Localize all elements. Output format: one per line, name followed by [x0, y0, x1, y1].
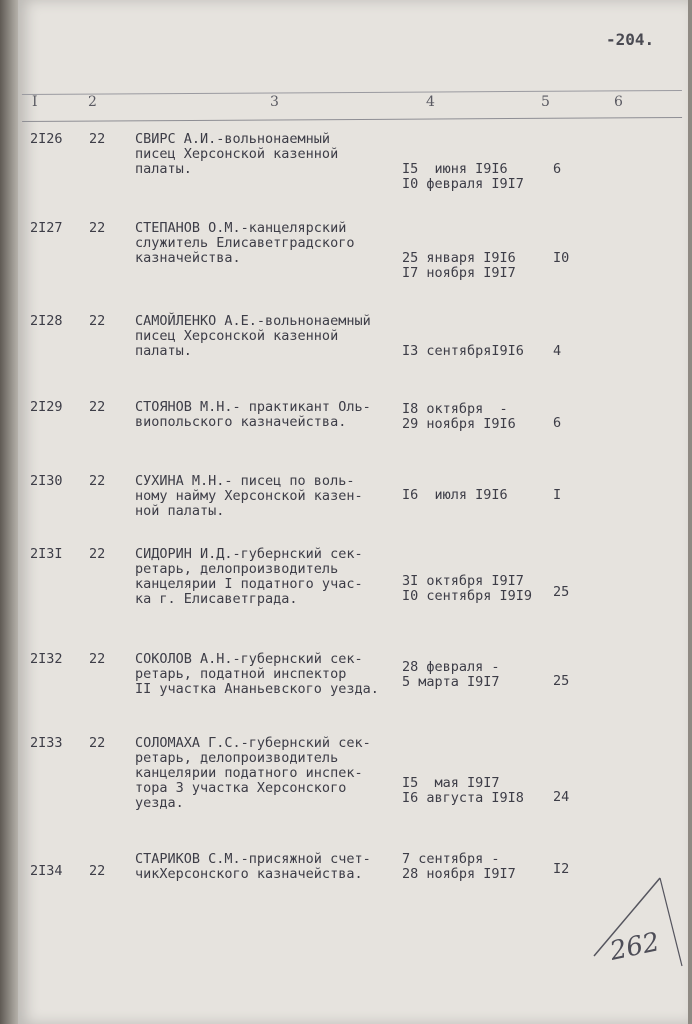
sheet-count: 24 [553, 789, 570, 805]
header-rule [22, 90, 682, 122]
folio-number: 262 [607, 927, 663, 967]
column-header-2: 2 [88, 94, 97, 110]
column-header-1: I [32, 94, 38, 110]
fond-number: 22 [89, 220, 106, 236]
record-number: 2I27 [30, 220, 63, 236]
table-row [18, 652, 688, 738]
table-row [18, 221, 688, 307]
sheet-count: 25 [553, 673, 570, 689]
record-description: СИДОРИН И.Д.-губернский сек- ретарь, делопроизводитель канцелярии I податного учас- ка г. Елисаветграда. [135, 546, 363, 607]
record-dates: I3 сентябряI9I6 [402, 343, 524, 359]
table-row [18, 736, 688, 846]
record-description: СОЛОМАХА Г.С.-губернский сек- ретарь, делопроизводитель канцелярии податного инспек- тора 3 участка Херсонского уезда. [135, 735, 371, 811]
fond-number: 22 [89, 131, 106, 147]
fond-number: 22 [89, 399, 106, 415]
archive-page [18, 0, 688, 1024]
record-number: 2I26 [30, 131, 63, 147]
fond-number: 22 [89, 546, 106, 562]
record-dates: 3I октября I9I7 I0 сентября I9I9 [402, 573, 533, 604]
record-number: 2I3I [30, 546, 63, 562]
book-binding [0, 0, 20, 1024]
table-row [18, 132, 688, 218]
record-description: СТОЯНОВ М.Н.- практикант Оль- виопольского казначейства. [135, 399, 371, 430]
record-dates: I6 июля I9I6 [402, 487, 508, 503]
fond-number: 22 [89, 651, 106, 667]
fond-number: 22 [89, 473, 106, 489]
column-header-3: 3 [270, 94, 279, 110]
table-row [18, 852, 688, 938]
sheet-count: 6 [553, 161, 562, 177]
sheet-count: 25 [553, 584, 570, 600]
sheet-count: 4 [553, 343, 562, 359]
record-dates: I8 октября - 29 ноября I9I6 [402, 401, 516, 432]
record-dates: I5 июня I9I6 I0 февраля I9I7 [402, 161, 524, 192]
record-description: САМОЙЛЕНКО А.Е.-вольнонаемный писец Херсонской казенной палаты. [135, 313, 371, 359]
sheet-count: 6 [553, 415, 562, 431]
record-number: 2I34 [30, 863, 63, 879]
record-number: 2I32 [30, 651, 63, 667]
record-dates: I5 мая I9I7 I6 августа I9I8 [402, 775, 524, 806]
fond-number: 22 [89, 735, 106, 751]
fond-number: 22 [89, 313, 106, 329]
sheet-count: I0 [553, 250, 570, 266]
fond-number: 22 [89, 863, 106, 879]
table-row [18, 547, 688, 633]
handwritten-folio-mark [590, 872, 686, 968]
table-row [18, 314, 688, 400]
record-description: СОКОЛОВ А.Н.-губернский сек- ретарь, податной инспектор II участка Ананьевского уезда. [135, 651, 379, 697]
sheet-count: I [553, 487, 562, 503]
record-dates: 7 сентября - 28 ноября I9I7 [402, 851, 516, 882]
record-dates: 25 января I9I6 I7 ноября I9I7 [402, 250, 516, 281]
column-header-5: 5 [541, 94, 550, 110]
record-description: СВИРС А.И.-вольнонаемный писец Херсонской казенной палаты. [135, 131, 339, 177]
record-number: 2I30 [30, 473, 63, 489]
record-description: СУХИНА М.Н.- писец по воль- ному найму Херсонской казен- ной палаты. [135, 473, 363, 519]
column-header-6: 6 [614, 94, 623, 110]
record-description: СТАРИКОВ С.М.-присяжной счет- чикХерсонского казначейства. [135, 851, 371, 882]
column-header-4: 4 [426, 94, 435, 110]
record-number: 2I29 [30, 399, 63, 415]
record-dates: 28 февраля - 5 марта I9I7 [402, 659, 500, 690]
page-number: -204. [606, 30, 655, 49]
record-number: 2I28 [30, 313, 63, 329]
record-number: 2I33 [30, 735, 63, 751]
record-description: СТЕПАНОВ О.М.-канцелярский служитель Елисаветградского казначейства. [135, 220, 355, 266]
sheet-count: I2 [553, 861, 570, 877]
